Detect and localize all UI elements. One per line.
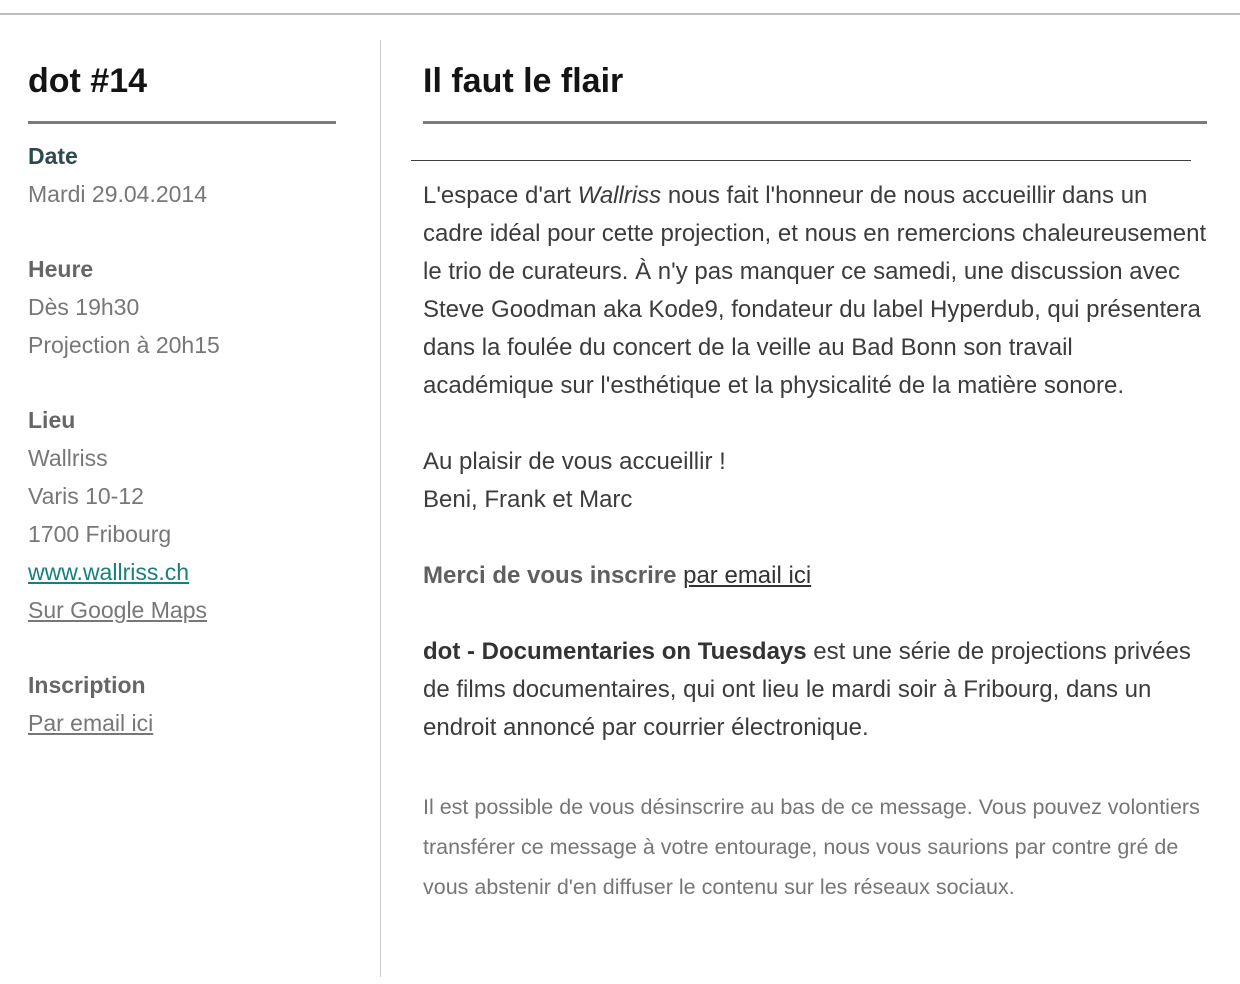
sidebar-section-heure: [28, 250, 336, 364]
inscription-email-link-sidebar[interactable]: Par email ici: [28, 710, 154, 737]
venue-city: 1700 Fribourg: [28, 521, 172, 548]
sidebar-label-heure: Heure: [28, 256, 94, 283]
sidebar-label-inscription: Inscription: [28, 672, 146, 699]
inscription-note: [423, 557, 1207, 595]
inscription-note-bold: Merci de vous inscrire: [423, 562, 684, 590]
sidebar-section-inscription: [28, 666, 336, 742]
sidebar-title: dot #14: [28, 62, 148, 100]
inscription-email-link-main[interactable]: par email ici: [683, 562, 812, 590]
sidebar-title-underline: [28, 121, 336, 124]
content-divider: [411, 160, 1191, 161]
sidebar-section-date: [28, 137, 336, 213]
sidebar-label-date: Date: [28, 143, 78, 170]
page-title-underline: [423, 121, 1207, 124]
google-maps-link[interactable]: Sur Google Maps: [28, 597, 207, 624]
page-columns: [0, 40, 1240, 977]
event-description-post: nous fait l'honneur de nous accueillir dans un cadre idéal pour cette projection, et nous en remercions chaleureusement le trio de curateurs. À n'y pas manquer ce samedi, une discussion avec Steve Goodman aka Kode9, fondateur du label Hyperdub, qui présentera dans la foulée du concert de la veille au Bad Bonn son travail académique sur l'esthétique et la physicalité de la matière sonore.: [423, 182, 1207, 400]
venue-street: Varis 10-12: [28, 483, 144, 510]
venue-website-link[interactable]: www.wallriss.ch: [28, 559, 190, 586]
signature-line: Beni, Frank et Marc: [423, 486, 633, 514]
event-description-venue-italic: Wallriss: [577, 182, 662, 210]
footer-disclaimer: Il est possible de vous désinscrire au bas de ce message. Vous pouvez volontiers transférer ce message à votre entourage, nous vous saurions par contre gré de vous abstenir d'en diffuser le contenu sur les réseaux sociaux.: [423, 795, 1200, 900]
event-description: [423, 177, 1207, 405]
sidebar: [0, 40, 381, 977]
greeting-line: Au plaisir de vous accueillir !: [423, 448, 726, 476]
main-content: [381, 40, 1240, 977]
series-description-rest: est une série de projections privées de films documentaires, qui ont lieu le mardi soir à Fribourg, dans un endroit annoncé par courrier électronique.: [423, 638, 1191, 742]
sidebar-section-lieu: [28, 401, 336, 629]
series-description: [423, 633, 1207, 747]
event-date: Mardi 29.04.2014: [28, 181, 208, 208]
venue-name: Wallriss: [28, 445, 108, 472]
event-time-doors: Dès 19h30: [28, 294, 140, 321]
page-title: Il faut le flair: [423, 62, 624, 100]
event-time-screening: Projection à 20h15: [28, 332, 220, 359]
series-name-bold: dot - Documentaries on Tuesdays: [423, 638, 807, 666]
sidebar-label-lieu: Lieu: [28, 407, 76, 434]
top-divider: [0, 0, 1240, 15]
closing-greeting: [423, 443, 1207, 519]
event-description-pre: L'espace d'art: [423, 182, 578, 210]
